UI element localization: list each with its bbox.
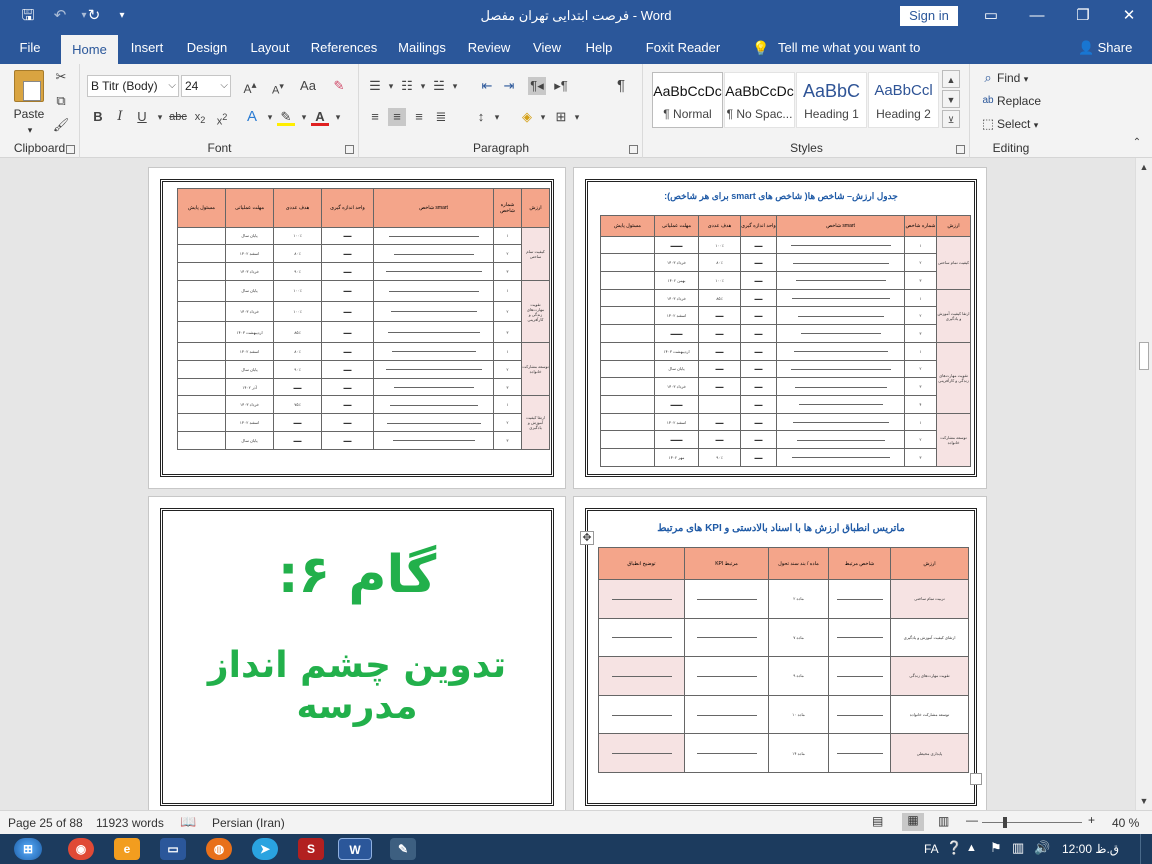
table-cell: توسعه مشارکت خانواده bbox=[891, 695, 969, 734]
table-cell: خرداد ۱۴۰۳ bbox=[655, 254, 699, 272]
highlight-icon[interactable]: ✎ bbox=[277, 108, 295, 126]
align-left-icon[interactable]: ≡ bbox=[371, 109, 379, 124]
clock[interactable]: ق.ظ 12:00 bbox=[1062, 842, 1120, 856]
table-cell: ۱۰۰٪ bbox=[274, 301, 322, 322]
styles-group bbox=[644, 64, 970, 158]
justify-icon[interactable]: ≣ bbox=[435, 109, 447, 124]
paragraph-label: Paragraph bbox=[472, 141, 530, 155]
font-size-value: 24 bbox=[185, 79, 199, 93]
table-row: مهر ۱۴۰۲ ۹۰٪ ▬▬ ۳ bbox=[601, 449, 971, 467]
table-row: آذر ۱۴۰۲ ▬▬ ▬▬ ۳ bbox=[178, 378, 550, 396]
underline-dropdown-icon[interactable]: ▾ bbox=[157, 112, 163, 122]
zoom-level[interactable]: 40 % bbox=[1112, 816, 1140, 830]
table-cell: اردیبهشت ۱۴۰۳ bbox=[655, 342, 699, 360]
styles-label: Styles bbox=[790, 141, 823, 155]
folder-icon[interactable]: ▭ bbox=[160, 838, 186, 860]
table-cell: خرداد ۱۴۰۳ bbox=[226, 301, 274, 322]
start-button-icon[interactable]: ⊞ bbox=[14, 838, 42, 860]
clipboard-group bbox=[0, 64, 80, 158]
table-row: ▬▬▬ ▬▬ ۴ bbox=[601, 395, 971, 413]
cut-icon[interactable]: ✂ bbox=[55, 69, 67, 84]
zoom-slider[interactable] bbox=[982, 822, 1082, 823]
select-icon: ⬚ bbox=[981, 116, 995, 131]
table-row: اردیبهشت ۱۴۰۳ ۸۵٪ ▬▬ ۳ bbox=[178, 322, 550, 343]
table-cell: ۱۰۰٪ bbox=[699, 236, 741, 254]
shading-icon[interactable]: ◈ bbox=[522, 109, 532, 124]
text-effects-dropdown-icon[interactable]: ▾ bbox=[267, 112, 273, 122]
proofing-icon[interactable]: 📖 bbox=[180, 814, 197, 829]
share-button[interactable]: Share bbox=[1097, 40, 1133, 55]
volume-icon[interactable]: 🔊 bbox=[1034, 840, 1051, 855]
telegram-icon[interactable]: ➤ bbox=[252, 838, 278, 860]
table-header-cell: مسئول پایش bbox=[178, 189, 226, 228]
share-person-icon: 👤 bbox=[1078, 40, 1095, 55]
page-24-right bbox=[573, 167, 987, 489]
table-header-cell: هدف عددی bbox=[274, 189, 322, 228]
table-cell: ارتقا کیفیت آموزش و یادگیری bbox=[937, 289, 971, 342]
table-header-cell: شاخص smart bbox=[374, 189, 494, 228]
title-bar bbox=[0, 0, 1152, 32]
style-heading-2[interactable] bbox=[868, 72, 939, 128]
find-dropdown-icon: ▾ bbox=[1023, 74, 1029, 84]
table-row: اسفند ۱۴۰۲ ▬▬ ▬▬ ۲ bbox=[178, 414, 550, 432]
table-header-cell: شاخص مرتبط bbox=[829, 548, 891, 580]
table-cell: اسفند ۱۴۰۲ bbox=[655, 307, 699, 325]
table-cell: ۱۰۰٪ bbox=[274, 227, 322, 245]
redo-icon[interactable]: ↻ bbox=[87, 7, 101, 24]
network-icon[interactable]: ▥ bbox=[1012, 840, 1025, 855]
find-icon: ⌕ bbox=[984, 70, 992, 85]
tab-layout[interactable]: Layout bbox=[250, 40, 290, 55]
table-row: خرداد ۱۴۰۳ ▬▬ ▬▬ ۳ bbox=[601, 378, 971, 396]
matrix-heading: ماتریس انطباق ارزش ها با اسناد بالادستی و KPI های مرتبط bbox=[657, 523, 905, 534]
alignment-matrix-table bbox=[598, 547, 969, 773]
table-header-cell: ماده / بند سند تحول bbox=[769, 548, 829, 580]
table-header-row bbox=[178, 189, 550, 228]
table-cell: تقویت مهارت‌های زندگی و کارآفرینی bbox=[522, 280, 550, 342]
undo-icon[interactable]: ↶ bbox=[53, 7, 67, 24]
table-row: ماده ۱۰ توسعه مشارکت خانواده bbox=[599, 695, 969, 734]
app-s-icon[interactable]: S bbox=[298, 838, 324, 860]
font-name-combo[interactable] bbox=[87, 75, 179, 97]
table-cell: اردیبهشت ۱۴۰۳ bbox=[226, 322, 274, 343]
table-header-cell: مهلت عملیاتی bbox=[655, 216, 699, 237]
select-dropdown-icon: ▾ bbox=[1033, 120, 1039, 130]
clear-formatting-icon[interactable]: ✎ bbox=[333, 78, 345, 93]
zoom-in-icon[interactable]: + bbox=[1088, 813, 1096, 827]
underline-icon[interactable]: U bbox=[137, 109, 147, 124]
table-cell: اسفند ۱۴۰۲ bbox=[655, 413, 699, 431]
document-area[interactable] bbox=[0, 158, 1135, 810]
table-row: پایان سال ۱۰۰٪ ▬▬ ۱ تقویت مهارت‌های زندگی و کارآفرینی bbox=[178, 280, 550, 301]
paste-button[interactable]: Paste bbox=[13, 107, 45, 121]
multilevel-list-icon[interactable]: ☱ bbox=[433, 78, 445, 93]
bullets-icon[interactable]: ☰ bbox=[369, 78, 381, 93]
style-preview: AaBbCcDc bbox=[725, 83, 794, 99]
zoom-out-icon[interactable]: — bbox=[966, 813, 978, 827]
chevron-down-icon: ⌵ bbox=[168, 80, 176, 91]
decrease-indent-icon[interactable]: ⇤ bbox=[481, 78, 493, 93]
table-row: ماده ۷ ارتقای کیفیت آموزش و یادگیری bbox=[599, 618, 969, 657]
table-cell: ۱۰۰٪ bbox=[274, 280, 322, 301]
font-label: Font bbox=[207, 141, 232, 155]
font-group bbox=[81, 64, 359, 158]
paragraph-group bbox=[360, 64, 643, 158]
table-row: اسفند ۱۴۰۲ ▬▬ ▬▬ ۲ bbox=[601, 307, 971, 325]
table-cell: ۸۰٪ bbox=[274, 245, 322, 263]
borders-icon[interactable]: ⊞ bbox=[555, 109, 567, 124]
table-header-cell: KPI مرتبط bbox=[685, 548, 769, 580]
shrink-font-icon[interactable]: A▾ bbox=[272, 81, 284, 97]
tab-review[interactable]: Review bbox=[467, 40, 511, 55]
table-header-cell: مهلت عملیاتی bbox=[226, 189, 274, 228]
table-cell: خرداد ۱۴۰۳ bbox=[655, 289, 699, 307]
increase-indent-icon[interactable]: ⇥ bbox=[503, 78, 515, 93]
table-header-row bbox=[599, 548, 969, 580]
styles-scroll-down-icon[interactable]: ▼ bbox=[942, 90, 960, 108]
table-cell: خرداد ۱۴۰۳ bbox=[226, 396, 274, 414]
tab-foxit[interactable]: Foxit Reader bbox=[645, 40, 721, 55]
line-spacing-icon[interactable]: ↕ bbox=[477, 109, 485, 124]
table-row: پایان سال ۱۰۰٪ ▬▬ ۱ کیفیت تمام ساحتی bbox=[178, 227, 550, 245]
table-row: ▬▬▬ ▬▬ ▬▬ ۲ bbox=[601, 431, 971, 449]
table-move-handle-icon[interactable]: ✥ bbox=[580, 531, 594, 545]
table-cell: ۱۰۰٪ bbox=[699, 272, 741, 290]
multilevel-dropdown-icon[interactable]: ▾ bbox=[452, 81, 458, 91]
table-header-cell: ارزش bbox=[937, 216, 971, 237]
values-kpi-table-cont bbox=[177, 188, 550, 450]
table-cell: آذر ۱۴۰۲ bbox=[226, 378, 274, 396]
table-cell: تقویت مهارت‌های زندگی و کارآفرینی bbox=[937, 342, 971, 413]
table-cell: ارتقای کیفیت آموزش و یادگیری bbox=[891, 618, 969, 657]
table-row: اسفند ۱۴۰۲ ۸۰٪ ▬▬ ۲ bbox=[178, 245, 550, 263]
vertical-scrollbar[interactable] bbox=[1135, 158, 1152, 810]
close-button[interactable]: ✕ bbox=[1122, 7, 1136, 24]
select-button[interactable] bbox=[997, 114, 1051, 134]
text-effects-icon[interactable]: A bbox=[246, 108, 257, 125]
align-right-icon[interactable]: ≡ bbox=[415, 109, 423, 124]
table-cell: ۸۰٪ bbox=[274, 343, 322, 361]
tab-references[interactable]: References bbox=[310, 40, 378, 55]
clipboard-label: Clipboard bbox=[13, 141, 66, 155]
table-row: خرداد ۱۴۰۳ ۸۵٪ ▬▬ ۱ ارتقا کیفیت آموزش و یادگیری bbox=[601, 289, 971, 307]
taskbar bbox=[0, 834, 1152, 864]
select-label: Select bbox=[997, 117, 1031, 131]
table-cell: توسعه مشارکت خانواده bbox=[937, 413, 971, 466]
table-row: پایان سال ▬▬ ▬▬ ۳ bbox=[178, 432, 550, 450]
table-row: بهمن ۱۴۰۲ ۱۰۰٪ ▬▬ ۳ bbox=[601, 272, 971, 290]
show-marks-icon[interactable]: ¶ bbox=[616, 77, 626, 94]
table-row: ▬▬▬ ۱۰۰٪ ▬▬ ۱ کیفیت تمام ساحتی bbox=[601, 236, 971, 254]
style-preview: AaBbC bbox=[802, 81, 861, 101]
table-cell: ۸۵٪ bbox=[699, 289, 741, 307]
editing-label: Editing bbox=[992, 141, 1030, 155]
table-header-cell: شماره شاخص bbox=[494, 189, 522, 228]
table-row: خرداد ۱۴۰۳ ۱۰۰٪ ▬▬ ۲ bbox=[178, 301, 550, 322]
numbering-dropdown-icon[interactable]: ▾ bbox=[420, 81, 426, 91]
table-cell: کیفیت تمام ساحتی bbox=[522, 227, 550, 280]
minimize-button[interactable]: — bbox=[1029, 7, 1045, 24]
replace-icon: ab bbox=[982, 95, 994, 106]
table-row: خرداد ۱۴۰۳ ۹۰٪ ▬▬ ۳ bbox=[178, 263, 550, 281]
replace-button[interactable]: Replace bbox=[997, 94, 1042, 108]
table-header-cell: ارزش bbox=[891, 548, 969, 580]
table-header-cell: شماره شاخص bbox=[905, 216, 937, 237]
styles-launcher-icon[interactable] bbox=[956, 145, 965, 154]
table-row: اسفند ۱۴۰۲ ۸۰٪ ▬▬ ۱ توسعه مشارکت خانواده bbox=[178, 343, 550, 361]
paragraph-launcher-icon[interactable] bbox=[629, 145, 638, 154]
save-icon[interactable]: 🖫 bbox=[21, 7, 35, 24]
lightbulb-icon: 💡 bbox=[752, 40, 770, 56]
table-cell: اسفند ۱۴۰۲ bbox=[226, 245, 274, 263]
table-resize-handle[interactable] bbox=[970, 773, 982, 785]
font-name-value: B Titr (Body) bbox=[91, 79, 158, 93]
table-row: خرداد ۱۴۰۳ ۸۰٪ ▬▬ ۲ bbox=[601, 254, 971, 272]
tray-arrow-icon[interactable]: ▲ bbox=[966, 842, 977, 854]
table-cell: مهر ۱۴۰۲ bbox=[655, 449, 699, 467]
tab-help[interactable]: Help bbox=[585, 40, 613, 55]
table-row: پایان سال ۹۰٪ ▬▬ ۲ bbox=[178, 360, 550, 378]
styles-scroll-up-icon[interactable]: ▲ bbox=[942, 70, 960, 88]
line-spacing-dropdown-icon[interactable]: ▾ bbox=[494, 112, 500, 122]
scroll-up-icon[interactable]: ▲ bbox=[1139, 162, 1149, 172]
web-layout-icon[interactable]: ▥ bbox=[938, 814, 950, 828]
numbering-icon[interactable]: ☷ bbox=[401, 78, 413, 93]
step-heading: گام ۶: bbox=[277, 545, 437, 605]
ribbon-display-options-icon[interactable]: ▭ bbox=[983, 7, 999, 24]
table-row: ماده ۲ تربیت تمام ساحتی bbox=[599, 580, 969, 619]
paste-icon[interactable] bbox=[14, 70, 44, 102]
style-name: ¶ No Spac... bbox=[726, 107, 793, 121]
page-count[interactable]: Page 25 of 88 bbox=[8, 816, 83, 830]
table-cell: خرداد ۱۴۰۳ bbox=[226, 263, 274, 281]
tell-me-box[interactable]: Tell me what you want to bbox=[778, 40, 921, 55]
chrome-icon[interactable]: ◉ bbox=[68, 838, 94, 860]
table-row: پایان سال ▬▬ ▬▬ ۲ bbox=[601, 360, 971, 378]
print-layout-icon[interactable]: ▦ bbox=[902, 813, 924, 831]
table-header-cell: واحد اندازه گیری bbox=[741, 216, 777, 237]
table-cell: توسعه مشارکت خانواده bbox=[522, 343, 550, 396]
bullets-dropdown-icon[interactable]: ▾ bbox=[388, 81, 394, 91]
tab-insert[interactable]: Insert bbox=[130, 40, 164, 55]
table-header-cell: واحد اندازه گیری bbox=[322, 189, 374, 228]
undo-dropdown-icon[interactable]: ▾ bbox=[81, 10, 87, 21]
table-row: ماده ۹ تقویت مهارت‌های زندگی bbox=[599, 657, 969, 696]
table-row: خرداد ۱۴۰۳ ۷۵٪ ▬▬ ۱ ارتقا کیفیت آموزش و یادگیری bbox=[178, 396, 550, 414]
style-preview: AaBbCcl bbox=[874, 82, 933, 99]
editing-group bbox=[971, 64, 1051, 158]
style-no-spacing[interactable] bbox=[724, 72, 795, 128]
italic-icon[interactable]: I bbox=[117, 109, 123, 124]
table-header-row bbox=[601, 216, 971, 237]
paint-icon[interactable]: ✎ bbox=[390, 838, 416, 860]
find-label: Find bbox=[997, 71, 1021, 85]
table-header-cell: ارزش bbox=[522, 189, 550, 228]
table-cell: پایان سال bbox=[226, 432, 274, 450]
table-cell: پایان سال bbox=[655, 360, 699, 378]
table-row: ▬▬▬ ▬▬ ▬▬ ۳ bbox=[601, 325, 971, 343]
show-desktop-button[interactable] bbox=[1140, 834, 1152, 864]
tab-design[interactable]: Design bbox=[186, 40, 228, 55]
font-size-combo[interactable] bbox=[181, 75, 231, 97]
style-normal[interactable] bbox=[652, 72, 723, 128]
table-cell: ۸۰٪ bbox=[699, 254, 741, 272]
font-color-dropdown-icon[interactable]: ▾ bbox=[335, 112, 341, 122]
borders-dropdown-icon[interactable]: ▾ bbox=[574, 112, 580, 122]
strikethrough-icon[interactable]: abc bbox=[169, 111, 187, 123]
table-row: اردیبهشت ۱۴۰۳ ▬▬ ▬▬ ۱ تقویت مهارت‌های زندگی و کارآفرینی bbox=[601, 342, 971, 360]
superscript-icon[interactable]: $x^2$ bbox=[216, 112, 228, 128]
change-case-icon[interactable]: Aa bbox=[300, 78, 316, 93]
find-button[interactable] bbox=[997, 68, 1045, 88]
zoom-slider-thumb[interactable] bbox=[1003, 817, 1007, 828]
table-cell: پایان سال bbox=[226, 280, 274, 301]
table-header-cell: مسئول پایش bbox=[601, 216, 655, 237]
table-cell: پایان سال bbox=[226, 227, 274, 245]
table-cell: ۹۰٪ bbox=[699, 449, 741, 467]
customize-toolbar-icon[interactable]: ▾ bbox=[119, 10, 125, 21]
styles-more-icon[interactable]: ⊻ bbox=[942, 110, 960, 128]
table-row: اسفند ۱۴۰۲ ▬▬ ▬▬ ۱ توسعه مشارکت خانواده bbox=[601, 413, 971, 431]
format-painter-icon[interactable]: 🖌 bbox=[52, 117, 70, 132]
align-center-icon[interactable]: ≡ bbox=[388, 108, 406, 126]
clipboard-launcher-icon[interactable] bbox=[66, 145, 75, 154]
tab-view[interactable]: View bbox=[533, 40, 561, 55]
table-cell: تقویت مهارت‌های زندگی bbox=[891, 657, 969, 696]
table-heading: جدول ارزش– شاخص ها( شاخص های smart برای هر شاخص): bbox=[664, 191, 898, 201]
table-cell: ۹۰٪ bbox=[274, 360, 322, 378]
help-tray-icon[interactable]: ❔ bbox=[946, 840, 963, 855]
table-cell: خرداد ۱۴۰۳ bbox=[655, 378, 699, 396]
table-cell: تربیت تمام ساحتی bbox=[891, 580, 969, 619]
read-mode-icon[interactable]: ▤ bbox=[872, 814, 884, 828]
firefox-icon[interactable]: ◍ bbox=[206, 838, 232, 860]
scroll-thumb[interactable] bbox=[1139, 342, 1149, 370]
table-cell: اسفند ۱۴۰۲ bbox=[226, 414, 274, 432]
table-cell: ۸۵٪ bbox=[274, 322, 322, 343]
copy-icon[interactable]: ⧉ bbox=[56, 93, 66, 108]
paste-dropdown-icon[interactable]: ▾ bbox=[27, 125, 33, 135]
style-name: Heading 2 bbox=[876, 107, 931, 121]
table-header-cell: شاخص smart bbox=[777, 216, 905, 237]
table-cell: پایداری محیطی bbox=[891, 734, 969, 773]
table-cell: ۷۵٪ bbox=[274, 396, 322, 414]
page-24-left bbox=[148, 167, 566, 489]
table-header-cell: هدف عددی bbox=[699, 216, 741, 237]
table-cell: کیفیت تمام ساحتی bbox=[937, 236, 971, 289]
chevron-down-icon: ⌵ bbox=[220, 80, 228, 91]
ribbon-tabs bbox=[0, 32, 1152, 64]
firefox-developer-icon[interactable]: e bbox=[114, 838, 140, 860]
table-cell: ارتقا کیفیت آموزش و یادگیری bbox=[522, 396, 550, 450]
highlight-dropdown-icon[interactable]: ▾ bbox=[301, 112, 307, 122]
page-25-right bbox=[573, 496, 987, 810]
word-count[interactable]: 11923 words bbox=[96, 816, 164, 830]
shading-dropdown-icon[interactable]: ▾ bbox=[540, 112, 546, 122]
style-preview: AaBbCcDc bbox=[653, 83, 722, 99]
collapse-ribbon-icon[interactable]: ⌃ bbox=[1132, 137, 1142, 148]
style-name: ¶ Normal bbox=[663, 107, 712, 121]
flag-icon[interactable]: ⚑ bbox=[990, 840, 1002, 855]
grow-font-icon[interactable]: A▴ bbox=[243, 80, 257, 96]
window-title: فرصت ابتدایی تهران مفصل - Word bbox=[480, 8, 672, 23]
font-launcher-icon[interactable] bbox=[345, 145, 354, 154]
tab-home[interactable]: Home bbox=[61, 35, 118, 64]
rtl-direction-icon[interactable]: ¶◂ bbox=[528, 77, 546, 95]
sign-in-button[interactable]: Sign in bbox=[900, 6, 958, 26]
tab-mailings[interactable]: Mailings bbox=[398, 40, 446, 55]
table-cell: بهمن ۱۴۰۲ bbox=[655, 272, 699, 290]
scroll-down-icon[interactable]: ▼ bbox=[1139, 796, 1149, 806]
font-color-icon[interactable]: A bbox=[311, 108, 329, 126]
status-bar bbox=[0, 810, 1152, 834]
style-heading-1[interactable] bbox=[796, 72, 867, 128]
ltr-direction-icon[interactable]: ▸¶ bbox=[554, 78, 568, 93]
language-indicator[interactable]: Persian (Iran) bbox=[212, 816, 285, 830]
table-cell: اسفند ۱۴۰۲ bbox=[226, 343, 274, 361]
values-kpi-table bbox=[600, 215, 971, 467]
table-row: ماده ۱۴ پایداری محیطی bbox=[599, 734, 969, 773]
table-header-cell: توضیح انطباق bbox=[599, 548, 685, 580]
table-cell: پایان سال bbox=[226, 360, 274, 378]
vision-heading: تدوین چشم انداز مدرسه bbox=[207, 645, 507, 727]
restore-button[interactable]: ❐ bbox=[1076, 7, 1090, 24]
table-cell: ۹۰٪ bbox=[274, 263, 322, 281]
ribbon-home bbox=[0, 64, 1152, 158]
bold-icon[interactable]: B bbox=[93, 109, 103, 124]
tab-file[interactable]: File bbox=[19, 40, 41, 55]
subscript-icon[interactable]: $x_2$ bbox=[194, 111, 206, 126]
word-icon[interactable]: W bbox=[338, 838, 372, 860]
language-badge[interactable]: FA bbox=[924, 842, 939, 856]
page-25-left bbox=[148, 496, 566, 810]
style-name: Heading 1 bbox=[804, 107, 859, 121]
